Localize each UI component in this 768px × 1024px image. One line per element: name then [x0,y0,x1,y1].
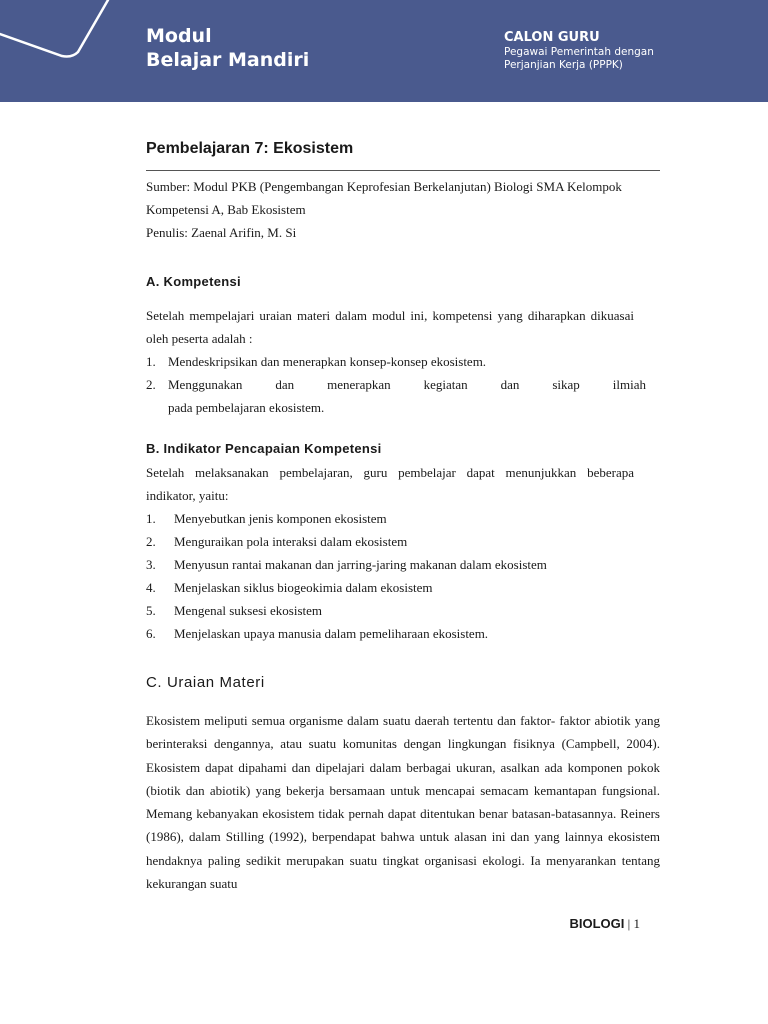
section-b-intro: Setelah melaksanakan pembelajaran, guru pembelajar dapat menunjukkan beberapa indikator, yaitu: [146,465,634,503]
module-title: Modul Belajar Mandiri [146,25,310,71]
header-badge: CALON GURU Pegawai Pemerintah dengan Perjanjian Kerja (PPPK) [504,30,654,71]
author-text: Penulis: Zaenal Arifin, M. Si [146,225,297,240]
page-footer [570,916,641,932]
page-number: 1 [633,916,640,931]
list-item: 2. Menggunakan dan menerapkan kegiatan dan sikap ilmiah pada pembelajaran ekosistem. [146,377,646,415]
calon-guru-label: CALON GURU [504,30,600,45]
list-item: 6. Menjelaskan upaya manusia dalam pemeliharaan ekosistem. [146,626,489,641]
competency-list [146,350,646,419]
section-b-heading: B. Indikator Pencapaian Kompetensi [146,441,382,456]
indicator-list [146,507,646,645]
list-item: 1. Menyebutkan jenis komponen ekosistem [146,511,387,526]
footer-subject: BIOLOGI [569,916,625,931]
section-c-paragraph: Ekosistem meliputi semua organisme dalam suatu daerah tertentu dan faktor- faktor abiotik yang berinteraksi dengannya, atau suatu komunitas dengan lingkungan fisiknya (Campbell, 2004). Ekosistem dapat dipahami dan dipelajari dalam berbagai ukuran, asalkan ada komponen pokok (biotik dan abiotik) yang bekerja bersamaan untuk mencapai semacam kemantapan fungsional. Memang kebanyakan ekosistem tidak pernah dapat ditentukan benar batasan-batasannya. Reiners (1986), dalam Stilling (1992), berpendapat bahwa untuk alasan ini dan yang lainnya ekosistem hendaknya paling sedikit merupakan suatu tingkat organisasi ekologi. Ia menyarankan tentang kekurangan suatu [146,713,660,892]
list-item: 3. Menyusun rantai makanan dan jarring-jaring makanan dalam ekosistem [146,557,547,572]
section-c-heading: C. Uraian Materi [146,674,265,691]
page-header [0,0,768,102]
list-item: 1. Mendeskripsikan dan menerapkan konsep-konsep ekosistem. [146,354,487,369]
page-title: Pembelajaran 7: Ekosistem [146,136,660,171]
section-a-intro: Setelah mempelajari uraian materi dalam modul ini, kompetensi yang diharapkan dikuasai oleh peserta adalah : [146,308,634,346]
list-item: 2. Menguraikan pola interaksi dalam ekosistem [146,534,408,549]
source-text: Sumber: Modul PKB (Pengembangan Keprofesian Berkelanjutan) Biologi SMA Kelompok Kompetensi A, Bab Ekosistem [146,179,622,217]
list-item: 5. Mengenal suksesi ekosistem [146,603,323,618]
list-item: 4. Menjelaskan siklus biogeokimia dalam ekosistem [146,580,433,595]
page-content [146,136,660,895]
section-a-heading: A. Kompetensi [146,274,241,289]
footer-separator: | [624,916,634,931]
